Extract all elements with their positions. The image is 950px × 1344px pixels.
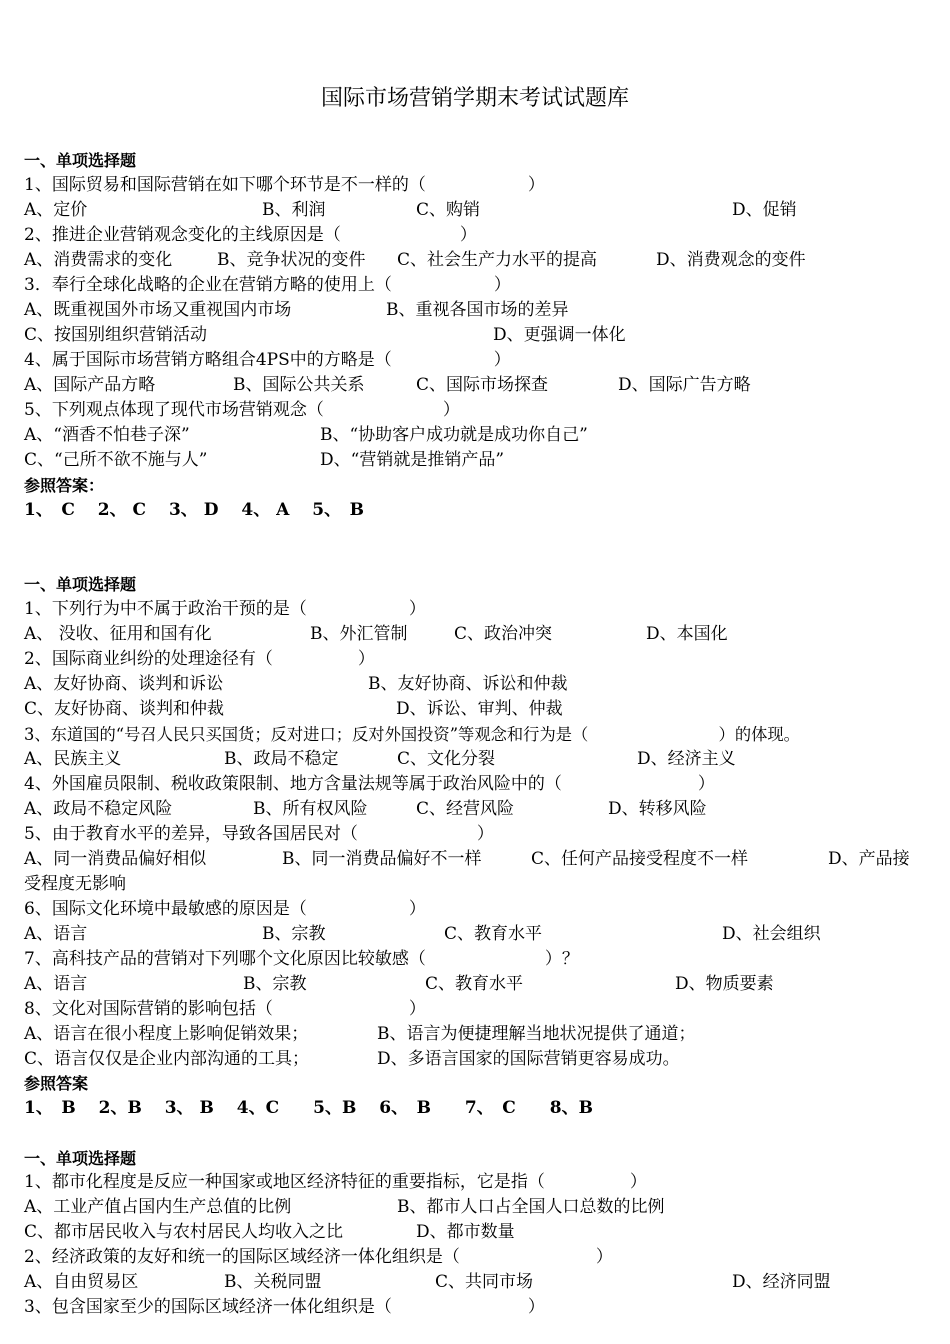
option-a: A、民族主义 bbox=[24, 749, 122, 769]
section3-heading: 一、单项选择题 bbox=[24, 1149, 137, 1168]
s1-question-5: 5、下列观点体现了现代市场营销观念（ ） bbox=[24, 400, 460, 420]
s2-answers: 1、 B 2、B 3、 B 4、C 5、B 6、 B 7、 C 8、B bbox=[24, 1098, 593, 1118]
option-a: A、语言 bbox=[24, 924, 88, 944]
s2-question-7: 7、高科技产品的营销对下列哪个文化原因比较敏感（ ）？ bbox=[24, 949, 579, 969]
option-b: B、利润 bbox=[262, 200, 326, 220]
option-b: B、“协助客户成功就是成功你自己” bbox=[320, 425, 588, 445]
option-d: D、更强调一体化 bbox=[493, 325, 626, 345]
option-a: A、自由贸易区 bbox=[24, 1272, 139, 1292]
option-a: A、同一消费品偏好相似 bbox=[24, 849, 207, 869]
option-d: D、“营销就是推销产品” bbox=[320, 450, 505, 470]
option-c: C、教育水平 bbox=[444, 924, 543, 944]
option-d: D、促销 bbox=[732, 200, 797, 220]
option-c: C、“己所不欲不施与人” bbox=[24, 450, 208, 470]
option-d: D、转移风险 bbox=[608, 799, 707, 819]
option-a: A、消费需求的变化 bbox=[24, 250, 173, 270]
option-a: A、定价 bbox=[24, 200, 88, 220]
s1-question-1: 1、国际贸易和国际营销在如下哪个环节是不一样的（ ） bbox=[24, 175, 545, 195]
option-c: C、经营风险 bbox=[416, 799, 515, 819]
option-d: D、物质要素 bbox=[675, 974, 774, 994]
option-a: A、政局不稳定风险 bbox=[24, 799, 173, 819]
option-d: D、产品接 bbox=[828, 849, 910, 869]
option-d: D、消费观念的变件 bbox=[656, 250, 806, 270]
s1-answer-label: 参照答案： bbox=[24, 476, 105, 495]
option-c: C、共同市场 bbox=[435, 1272, 534, 1292]
option-a: A、友好协商、谈判和诉讼 bbox=[24, 674, 224, 694]
option-c: C、国际市场探查 bbox=[416, 375, 549, 395]
s2-answer-label: 参照答案 bbox=[24, 1074, 89, 1093]
section2-heading: 一、单项选择题 bbox=[24, 575, 137, 594]
s2-question-8: 8、文化对国际营销的影响包括（ ） bbox=[24, 999, 426, 1019]
option-b: B、宗教 bbox=[262, 924, 326, 944]
option-b: B、重视各国市场的差异 bbox=[386, 300, 569, 320]
option-c: C、都市居民收入与农村居民人均收入之比 bbox=[24, 1222, 344, 1242]
s1-question-3: 3．奉行全球化战略的企业在营销方略的使用上（ ） bbox=[24, 275, 511, 295]
option-d: D、都市数量 bbox=[416, 1222, 515, 1242]
option-a: A、语言在很小程度上影响促销效果； bbox=[24, 1024, 309, 1044]
option-d: D、经济主义 bbox=[637, 749, 736, 769]
option-b: B、关税同盟 bbox=[224, 1272, 322, 1292]
option-b: B、友好协商、诉讼和仲裁 bbox=[368, 674, 568, 694]
document-title: 国际市场营销学期末考试试题库 bbox=[320, 86, 629, 111]
option-b: B、宗教 bbox=[243, 974, 307, 994]
option-d: D、国际广告方略 bbox=[618, 375, 751, 395]
s2-question-1: 1、下列行为中不属于政治干预的是（ ） bbox=[24, 599, 426, 619]
option-b: B、竞争状况的变件 bbox=[217, 250, 366, 270]
s2-question-3: 3、东道国的“号召人民只买国货；反对进口；反对外国投资”等观念和行为是（ ）的体现。 bbox=[24, 725, 800, 744]
option-c: C、政治冲突 bbox=[454, 624, 553, 644]
option-a: A、 没收、征用和国有化 bbox=[24, 624, 212, 644]
s1-question-4: 4、属于国际市场营销方略组合4PS中的方略是（ ） bbox=[24, 350, 511, 370]
option-c: C、任何产品接受程度不一样 bbox=[531, 849, 749, 869]
option-b: B、政局不稳定 bbox=[224, 749, 339, 769]
s2-question-2: 2、国际商业纠纷的处理途径有（ ） bbox=[24, 649, 375, 669]
s2-question-6: 6、国际文化环境中最敏感的原因是（ ） bbox=[24, 899, 426, 919]
s1-answers: 1、 C 2、 C 3、 D 4、 A 5、 B bbox=[24, 500, 364, 520]
option-d: D、多语言国家的国际营销更容易成功。 bbox=[377, 1049, 680, 1069]
s2-q5-option-d-continued: 受程度无影响 bbox=[24, 874, 126, 894]
s2-question-4: 4、外国雇员限制、税收政策限制、地方含量法规等属于政治风险中的（ ） bbox=[24, 774, 715, 794]
option-a: A、既重视国外市场又重视国内市场 bbox=[24, 300, 292, 320]
option-c: C、购销 bbox=[416, 200, 481, 220]
option-d: D、经济同盟 bbox=[732, 1272, 831, 1292]
option-b: B、同一消费品偏好不一样 bbox=[282, 849, 482, 869]
option-b: B、都市人口占全国人口总数的比例 bbox=[397, 1197, 665, 1217]
option-c: C、按国别组织营销活动 bbox=[24, 325, 208, 345]
option-a: A、国际产品方略 bbox=[24, 375, 156, 395]
option-c: C、教育水平 bbox=[425, 974, 524, 994]
section1-heading: 一、单项选择题 bbox=[24, 151, 137, 170]
option-b: B、所有权风险 bbox=[253, 799, 368, 819]
option-c: C、语言仅仅是企业内部沟通的工具； bbox=[24, 1049, 310, 1069]
s3-question-3: 3、包含国家至少的国际区域经济一体化组织是（ ） bbox=[24, 1297, 545, 1317]
option-b: B、语言为便捷理解当地状况提供了通道； bbox=[377, 1024, 696, 1044]
option-a: A、“酒香不怕巷子深” bbox=[24, 425, 190, 445]
option-a: A、语言 bbox=[24, 974, 88, 994]
option-c: C、文化分裂 bbox=[397, 749, 496, 769]
option-d: D、社会组织 bbox=[722, 924, 821, 944]
option-b: B、外汇管制 bbox=[310, 624, 408, 644]
s3-question-2: 2、经济政策的友好和统一的国际区域经济一体化组织是（ ） bbox=[24, 1247, 613, 1267]
s1-question-2: 2、推进企业营销观念变化的主线原因是（ ） bbox=[24, 225, 477, 245]
option-c: C、社会生产力水平的提高 bbox=[397, 250, 598, 270]
option-b: B、国际公共关系 bbox=[233, 375, 365, 395]
option-c: C、友好协商、谈判和仲裁 bbox=[24, 699, 225, 719]
s2-question-5: 5、由于教育水平的差异，导致各国居民对（ ） bbox=[24, 824, 494, 844]
option-d: D、诉讼、审判、仲裁 bbox=[396, 699, 563, 719]
s3-question-1: 1、都市化程度是反应一种国家或地区经济特征的重要指标，它是指（ ） bbox=[24, 1172, 647, 1192]
option-d: D、本国化 bbox=[646, 624, 728, 644]
option-a: A、工业产值占国内生产总值的比例 bbox=[24, 1197, 292, 1217]
